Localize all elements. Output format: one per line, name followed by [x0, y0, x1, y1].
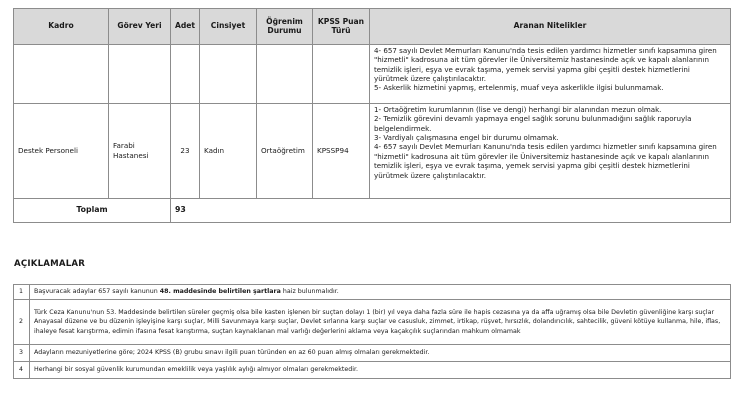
cell-gorev-yeri: Farabi Hastanesi — [109, 104, 171, 199]
qualification-item: 4- 657 sayılı Devlet Memurları Kanunu'nda tesis edilen yardımcı hizmetler sınıfı kapsamına giren "hizmetli" kadrosuna ait tüm görevler ile Üniversitemiz hastanesinde açık ve kapalı alanlarının temizlik işleri, eşya ve evrak taşıma, yemek servisi yapma gibi çeşitli destek hizmetlerini yürütmek üzere çalıştırılacaktır. — [374, 46, 717, 84]
cell-kpss-puan-turu: KPSSP94 — [313, 104, 370, 199]
qualification-item: 5- Askerlik hizmetini yapmış, ertelenmiş, muaf veya askerlikle ilgisi bulunmamak. — [374, 83, 664, 93]
note-number: 1 — [14, 285, 30, 300]
header-aranan-nitelikler: Aranan Nitelikler — [370, 9, 731, 45]
cell-cinsiyet: Kadın — [200, 104, 257, 199]
header-kadro: Kadro — [14, 9, 109, 45]
qualification-item: 2- Temizlik görevini devamlı yapmaya engel sağlık sorunu bulunmadığını sağlık raporuyla belgelendirmek. — [374, 114, 692, 133]
continued-qualifications-cell — [370, 45, 731, 104]
note-text: Türk Ceza Kanunu'nun 53. Maddesinde belirtilen süreler geçmiş olsa bile kasten işlenen bir suçtan dolayı 1 (bir) yıl veya daha fazla süre ile hapis cezasına ya da affa uğramış olsa bile Devletin güvenliğine karşı suçlar Anayasal düzene ve bu düzenin işleyişine karşı suçlar, Milli Savunmaya karşı suçlar, Devlet sırlarına karşı suçlar ve casusluk, zimmet, irtikap, rüşvet, hırsızlık, dolandırıcılık, sahtecilik, güveni kötüye kullanma, hile, iflas, ihaleye fesat karıştırma, edimin ifasına fesat karıştırma, suçtan kaynaklanan mal varlığı değerlerini aklama veya kaçakçılık suçlarından mahkum olmamak — [30, 300, 731, 345]
positions-table — [13, 8, 731, 223]
cell-ogrenim-durumu: Ortaöğretim — [257, 104, 313, 199]
notes-title: AÇIKLAMALAR — [14, 259, 86, 269]
header-adet: Adet — [171, 9, 200, 45]
note-text: Herhangi bir sosyal güvenlik kurumundan emeklilik veya yaşlılık aylığı almıyor olmaları gerekmektedir. — [30, 362, 731, 379]
total-value: 93 — [171, 199, 731, 223]
header-gorev-yeri: Görev Yeri — [109, 9, 171, 45]
note-number: 2 — [14, 300, 30, 345]
note-number: 4 — [14, 362, 30, 379]
qualification-item: 4- 657 sayılı Devlet Memurları Kanunu'nda tesis edilen yardımcı hizmetler sınıfı kapsamına giren "hizmetli" kadrosuna ait tüm görevler ile Üniversitemiz hastanesinde açık ve kapalı alanlarının temizlik işleri, eşya ve evrak taşıma, yemek servisi yapma gibi çeşitli destek hizmetlerini yürütmek üzere çalıştırılacaktır. — [374, 142, 717, 180]
note-row — [14, 362, 731, 379]
total-label: Toplam — [14, 199, 171, 223]
note-emphasis: 48. maddesinde belirtilen şartlara — [159, 288, 281, 296]
header-ogrenim-durumu: Öğrenim Durumu — [257, 9, 313, 45]
note-text: Adayların mezuniyetlerine göre; 2024 KPSS (B) grubu sınavı ilgili puan türünden en az 60 puan almış olmaları gerekmektedir. — [30, 345, 731, 362]
table-row-destek-personeli — [14, 104, 731, 199]
notes-table — [13, 284, 731, 379]
note-row — [14, 300, 731, 345]
qualification-item: 3- Vardiyalı çalışmasına engel bir durumu olmamak. — [374, 133, 559, 143]
header-kpss-puan-turu: KPSS Puan Türü — [313, 9, 370, 45]
total-row — [14, 199, 731, 223]
note-text: Başvuracak adaylar 657 sayılı kanunun 48. maddesinde belirtilen şartlara haiz bulunmalıdır. — [30, 285, 731, 300]
header-cinsiyet: Cinsiyet — [200, 9, 257, 45]
cell-kadro: Destek Personeli — [14, 104, 109, 199]
qualifications-cell — [370, 104, 731, 199]
note-row — [14, 285, 731, 300]
cell-adet: 23 — [171, 104, 200, 199]
header-row — [14, 9, 731, 45]
qualification-item: 1- Ortaöğretim kurumlarının (lise ve dengi) herhangi bir alanından mezun olmak. — [374, 105, 662, 114]
note-number: 3 — [14, 345, 30, 362]
note-row — [14, 345, 731, 362]
table-row-continued — [14, 45, 731, 104]
